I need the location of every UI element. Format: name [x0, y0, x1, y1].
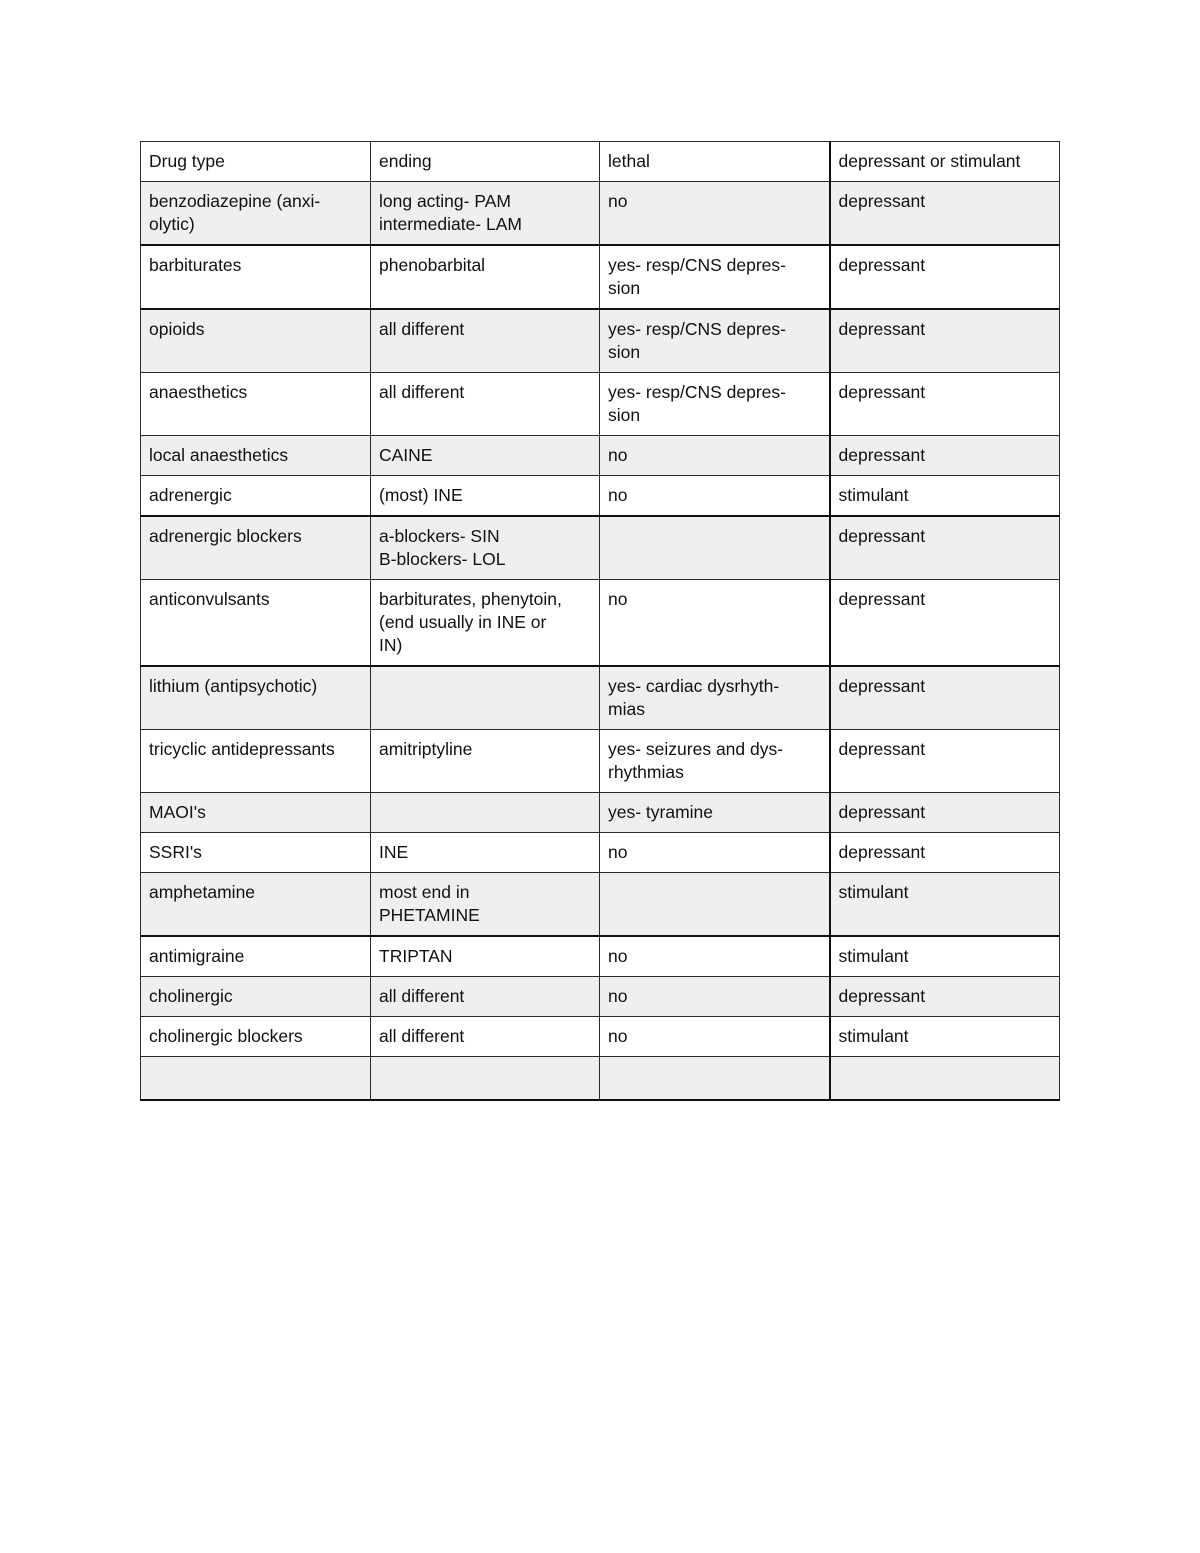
- table-cell: all different: [371, 373, 600, 436]
- table-row: [141, 730, 1060, 793]
- table-cell: depressant: [830, 516, 1060, 580]
- table-cell: depressant: [830, 245, 1060, 309]
- table-cell: stimulant: [830, 936, 1060, 977]
- table-row: [141, 1017, 1060, 1057]
- table-cell: depressant: [830, 580, 1060, 667]
- table-cell: depressant: [830, 793, 1060, 833]
- table-row: [141, 476, 1060, 517]
- table-cell: barbiturates, phenytoin, (end usually in INE or IN): [371, 580, 600, 667]
- table-cell: local anaesthetics: [141, 436, 371, 476]
- table-cell: anticonvulsants: [141, 580, 371, 667]
- table-cell: no: [600, 833, 830, 873]
- table-row: [141, 936, 1060, 977]
- table-cell: no: [600, 476, 830, 517]
- drug-classification-table: [140, 141, 1060, 1101]
- table-cell: [600, 1057, 830, 1101]
- table-cell: CAINE: [371, 436, 600, 476]
- header-cell-ending: ending: [371, 142, 600, 182]
- table-cell: no: [600, 580, 830, 667]
- header-cell-lethal: lethal: [600, 142, 830, 182]
- table-cell: yes- seizures and dys- rhythmias: [600, 730, 830, 793]
- table-cell: stimulant: [830, 476, 1060, 517]
- table-cell: depressant: [830, 666, 1060, 730]
- table-cell: MAOI's: [141, 793, 371, 833]
- table-cell: amphetamine: [141, 873, 371, 937]
- table-cell: [371, 1057, 600, 1101]
- table-cell: depressant: [830, 309, 1060, 373]
- table-row: [141, 833, 1060, 873]
- table-cell: [600, 873, 830, 937]
- table-cell: long acting- PAM intermediate- LAM: [371, 182, 600, 246]
- table-cell: opioids: [141, 309, 371, 373]
- table-cell: cholinergic blockers: [141, 1017, 371, 1057]
- table-cell: depressant: [830, 373, 1060, 436]
- table-row: [141, 516, 1060, 580]
- table-row: [141, 666, 1060, 730]
- table-cell: depressant: [830, 977, 1060, 1017]
- table-cell: lithium (antipsychotic): [141, 666, 371, 730]
- table-cell: tricyclic antidepressants: [141, 730, 371, 793]
- table-cell: SSRI's: [141, 833, 371, 873]
- table-cell: [371, 666, 600, 730]
- table-cell: phenobarbital: [371, 245, 600, 309]
- table-cell: barbiturates: [141, 245, 371, 309]
- table-cell: antimigraine: [141, 936, 371, 977]
- table-cell: INE: [371, 833, 600, 873]
- table-cell: depressant: [830, 730, 1060, 793]
- table-row: [141, 977, 1060, 1017]
- header-cell-drug-type: Drug type: [141, 142, 371, 182]
- table-cell: benzodiazepine (anxi- olytic): [141, 182, 371, 246]
- table-cell: [371, 793, 600, 833]
- table-cell: [830, 1057, 1060, 1101]
- table-cell: TRIPTAN: [371, 936, 600, 977]
- table-cell: (most) INE: [371, 476, 600, 517]
- table-cell: yes- tyramine: [600, 793, 830, 833]
- table-cell: yes- resp/CNS depres- sion: [600, 309, 830, 373]
- table-cell: all different: [371, 1017, 600, 1057]
- table-cell: cholinergic: [141, 977, 371, 1017]
- table-cell: yes- resp/CNS depres- sion: [600, 245, 830, 309]
- table-row: [141, 373, 1060, 436]
- table-row: [141, 1057, 1060, 1101]
- table-cell: depressant: [830, 833, 1060, 873]
- table-cell: a-blockers- SIN B-blockers- LOL: [371, 516, 600, 580]
- table-cell: all different: [371, 977, 600, 1017]
- table-row: [141, 873, 1060, 937]
- table-cell: amitriptyline: [371, 730, 600, 793]
- table-cell: no: [600, 1017, 830, 1057]
- table-cell: adrenergic: [141, 476, 371, 517]
- table-cell: [600, 516, 830, 580]
- table-row: [141, 793, 1060, 833]
- table-row: [141, 309, 1060, 373]
- table-header-row: [141, 142, 1060, 182]
- table-row: [141, 182, 1060, 246]
- table-cell: [141, 1057, 371, 1101]
- table-row: [141, 245, 1060, 309]
- table-cell: depressant: [830, 436, 1060, 476]
- table-cell: most end in PHETAMINE: [371, 873, 600, 937]
- table-cell: yes- cardiac dysrhyth- mias: [600, 666, 830, 730]
- table-row: [141, 436, 1060, 476]
- table-cell: stimulant: [830, 1017, 1060, 1057]
- table-cell: no: [600, 936, 830, 977]
- table-cell: all different: [371, 309, 600, 373]
- table-cell: yes- resp/CNS depres- sion: [600, 373, 830, 436]
- table-cell: no: [600, 436, 830, 476]
- table-cell: depressant: [830, 182, 1060, 246]
- table-cell: adrenergic blockers: [141, 516, 371, 580]
- table-cell: stimulant: [830, 873, 1060, 937]
- header-cell-depressant-or-stimulant: depressant or stimulant: [830, 142, 1060, 182]
- table-cell: no: [600, 977, 830, 1017]
- table-row: [141, 580, 1060, 667]
- table-cell: no: [600, 182, 830, 246]
- table-cell: anaesthetics: [141, 373, 371, 436]
